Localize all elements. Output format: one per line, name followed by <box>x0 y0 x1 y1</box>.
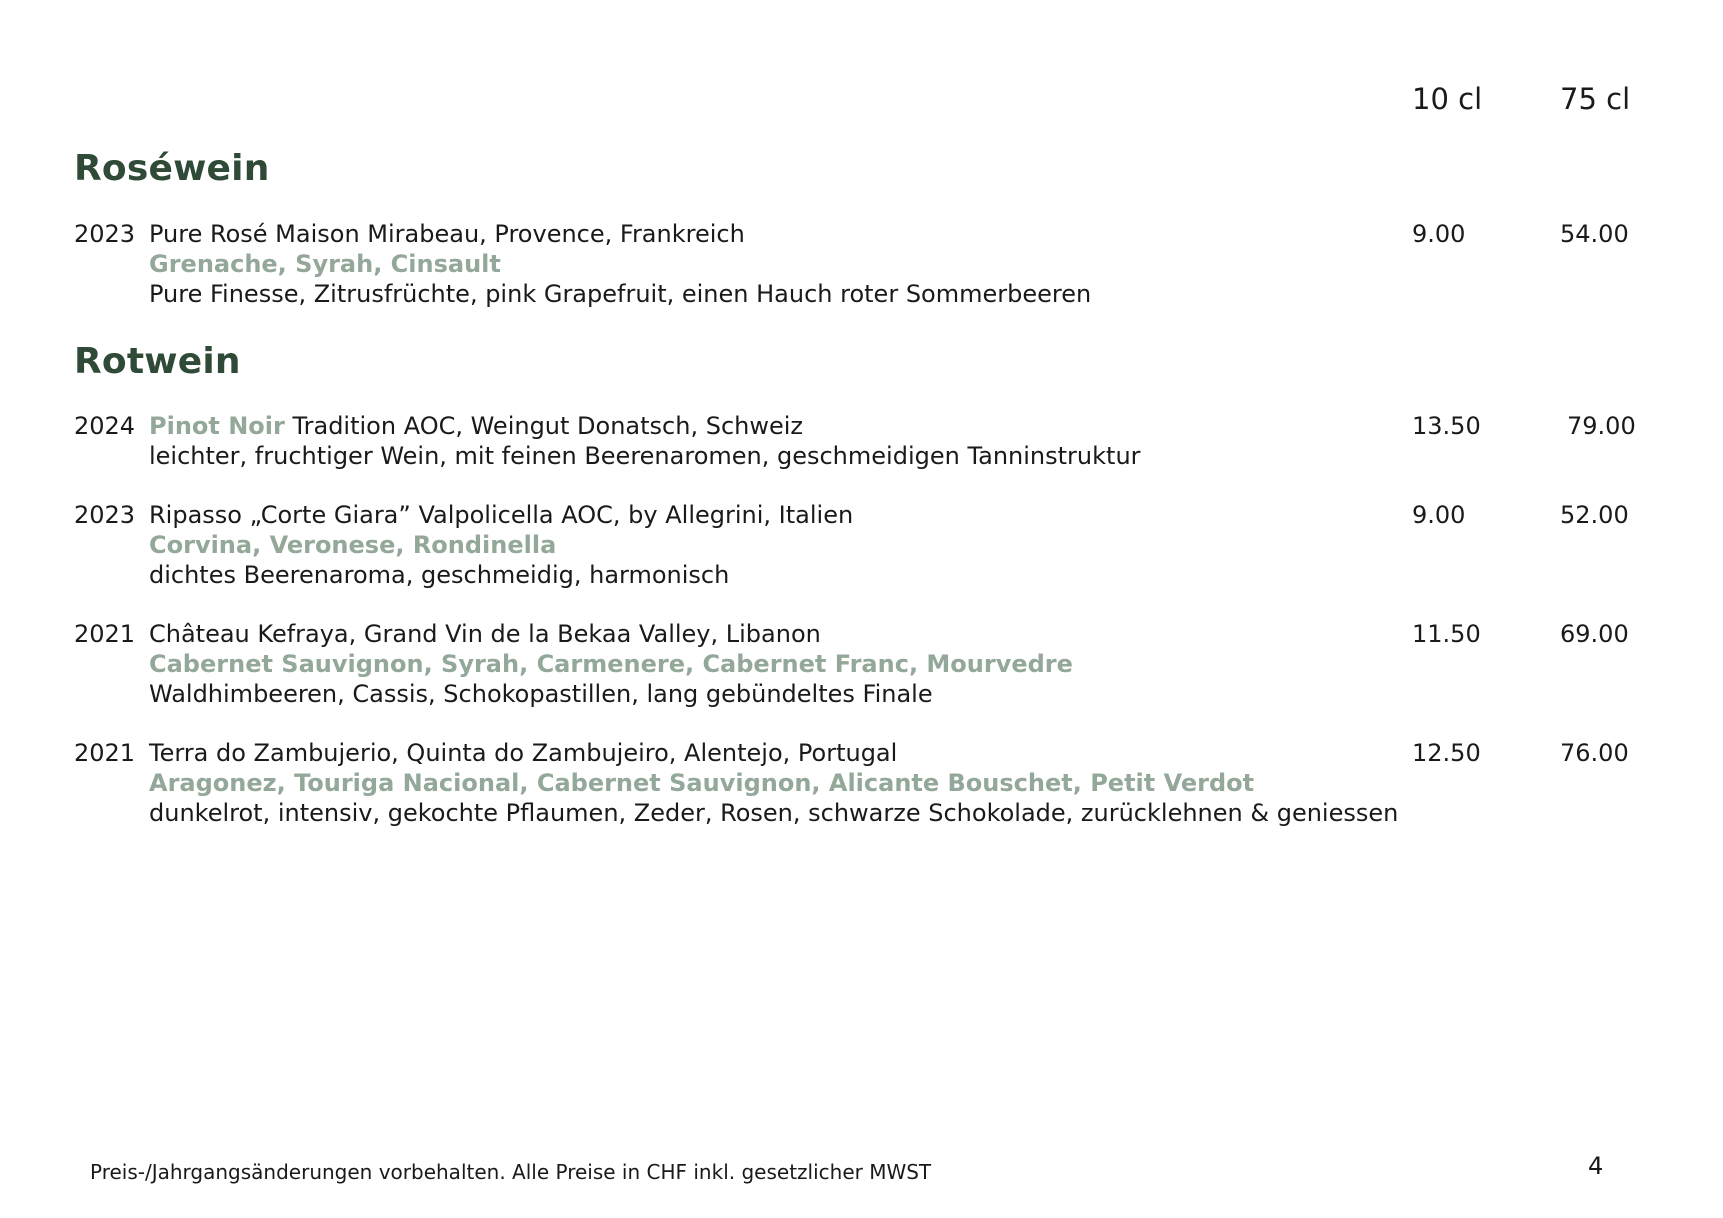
wine-description: dunkelrot, intensiv, gekochte Pflaumen, Zeder, Rosen, schwarze Schokolade, zurücklehnen & geniessen <box>149 799 1399 827</box>
wine-description: leichter, fruchtiger Wein, mit feinen Beerenaromen, geschmeidigen Tanninstruktur <box>149 442 1141 470</box>
wine-year: 2023 <box>74 220 136 248</box>
wine-description: dichtes Beerenaroma, geschmeidig, harmonisch <box>149 561 730 589</box>
price-10cl: 11.50 <box>1412 620 1481 648</box>
price-75cl: 69.00 <box>1560 620 1629 648</box>
column-header-10cl: 10 cl <box>1412 82 1483 116</box>
price-10cl: 9.00 <box>1412 220 1466 248</box>
wine-entry <box>74 500 1654 590</box>
wine-entry <box>74 411 1654 471</box>
page-number: 4 <box>1588 1152 1604 1180</box>
wine-grapes-line <box>74 530 1654 560</box>
wine-grapes-line <box>74 249 1654 279</box>
wine-description-line <box>74 560 1654 590</box>
price-10cl: 12.50 <box>1412 739 1481 767</box>
wine-description-line <box>74 798 1654 828</box>
wine-year: 2024 <box>74 412 136 440</box>
wine-name: Château Kefraya, Grand Vin de la Bekaa Valley, Libanon <box>149 620 821 648</box>
wine-grapes-line <box>74 768 1654 798</box>
footer-price-note: Preis-/Jahrgangsänderungen vorbehalten. Alle Preise in CHF inkl. gesetzlicher MWST <box>90 1160 932 1184</box>
price-75cl: 52.00 <box>1560 501 1629 529</box>
wine-year: 2021 <box>74 739 136 767</box>
wine-grapes: Corvina, Veronese, Rondinella <box>149 531 557 559</box>
wine-name-composite <box>149 411 803 441</box>
wine-description: Pure Finesse, Zitrusfrüchte, pink Grapefruit, einen Hauch roter Sommerbeeren <box>149 280 1092 308</box>
wine-description-line <box>74 441 1654 471</box>
wine-grapes: Cabernet Sauvignon, Syrah, Carmenere, Cabernet Franc, Mourvedre <box>149 650 1073 678</box>
section-title-rotwein: Rotwein <box>74 341 241 382</box>
price-10cl: 13.50 <box>1412 412 1481 440</box>
section-title-rosewein: Roséwein <box>74 148 270 189</box>
wine-description-line <box>74 279 1654 309</box>
wine-main-line <box>74 500 1654 530</box>
wine-entry <box>74 738 1654 828</box>
wine-year: 2023 <box>74 501 136 529</box>
wine-name: Terra do Zambujerio, Quinta do Zambujeiro, Alentejo, Portugal <box>149 739 898 767</box>
wine-name: Ripasso „Corte Giara” Valpolicella AOC, by Allegrini, Italien <box>149 501 854 529</box>
wine-year: 2021 <box>74 620 136 648</box>
price-75cl: 54.00 <box>1560 220 1629 248</box>
wine-entry <box>74 219 1654 309</box>
price-75cl: 76.00 <box>1560 739 1629 767</box>
wine-main-line <box>74 411 1654 441</box>
wine-main-line <box>74 738 1654 768</box>
column-header-75cl: 75 cl <box>1560 82 1631 116</box>
wine-main-line <box>74 619 1654 649</box>
price-10cl: 9.00 <box>1412 501 1466 529</box>
wine-name: Pure Rosé Maison Mirabeau, Provence, Frankreich <box>149 220 745 248</box>
wine-grapes-line <box>74 649 1654 679</box>
wine-main-line <box>74 219 1654 249</box>
wine-grapes: Aragonez, Touriga Nacional, Cabernet Sauvignon, Alicante Bouschet, Petit Verdot <box>149 769 1255 797</box>
wine-description-line <box>74 679 1654 709</box>
wine-grapes: Grenache, Syrah, Cinsault <box>149 250 501 278</box>
wine-description: Waldhimbeeren, Cassis, Schokopastillen, lang gebündeltes Finale <box>149 680 933 708</box>
wine-grape-inline: Pinot Noir <box>149 412 285 440</box>
wine-name: Tradition AOC, Weingut Donatsch, Schweiz <box>284 412 804 440</box>
price-75cl: 79.00 <box>1567 412 1636 440</box>
wine-entry <box>74 619 1654 709</box>
